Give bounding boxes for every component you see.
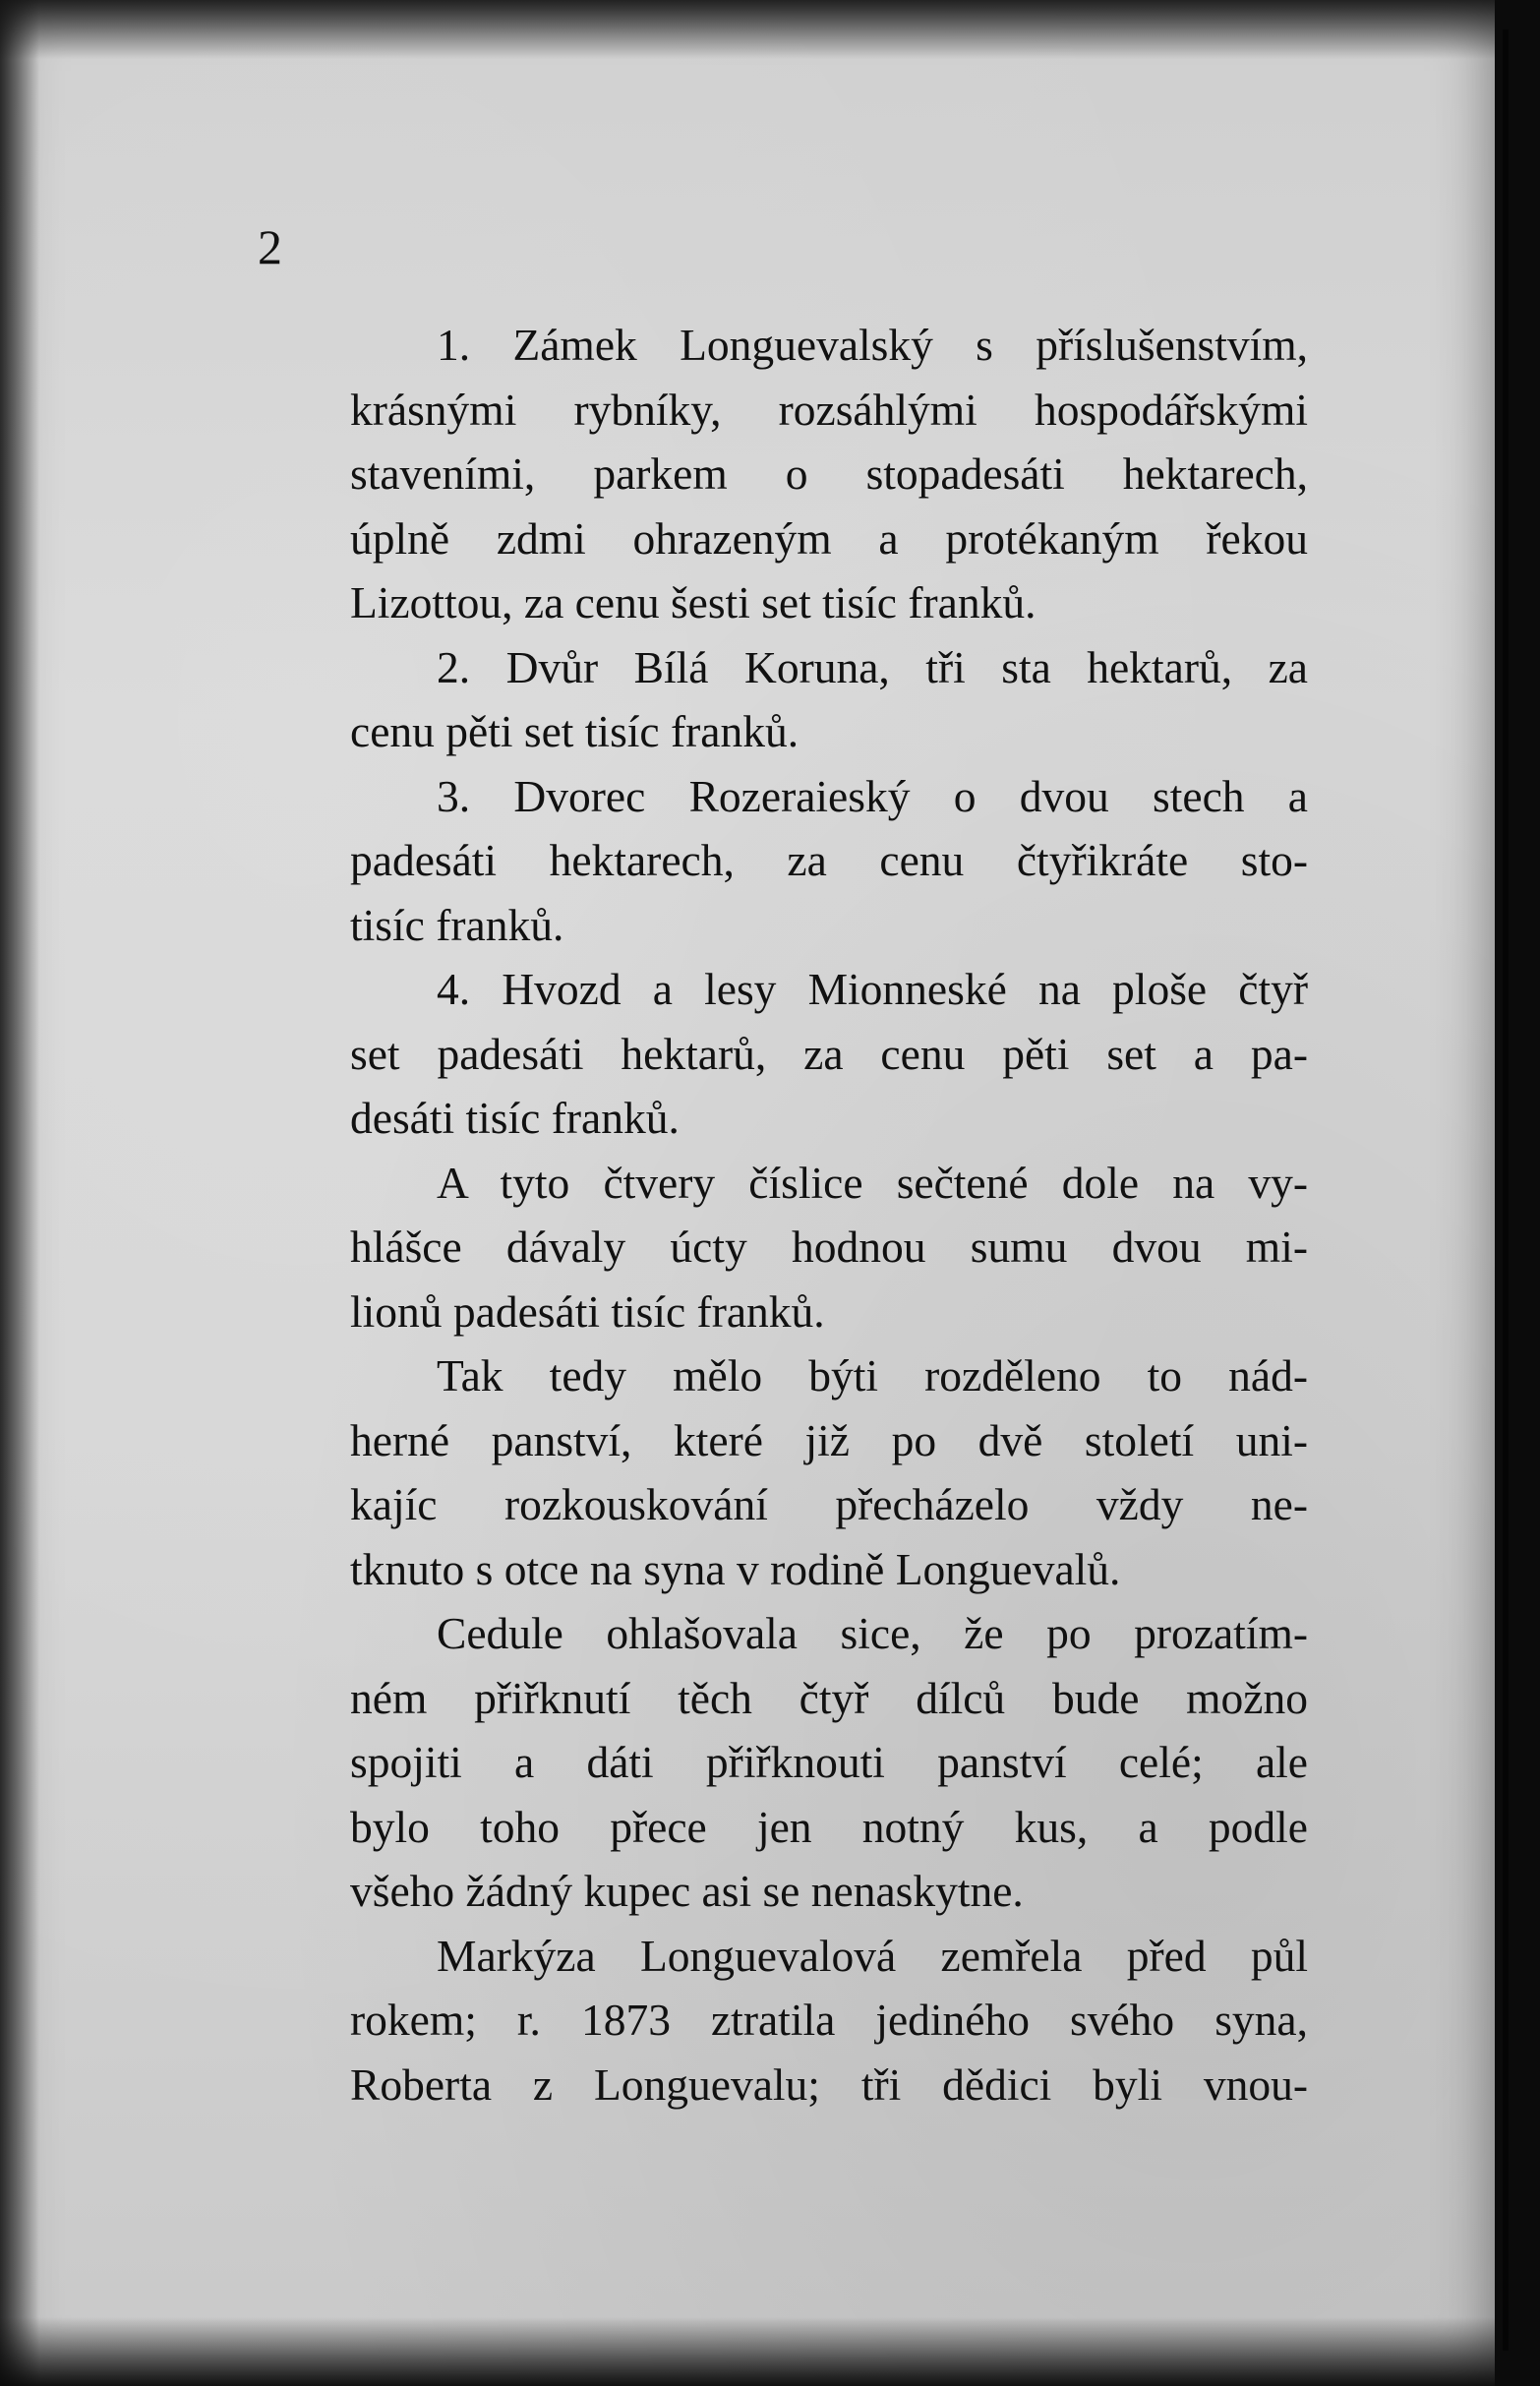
text-line: A tyto čtvery číslice sečtené dole na vy- (437, 1157, 1308, 1208)
text-line: hlášce dávaly úcty hodnou sumu dvou mi- (350, 1222, 1308, 1272)
paragraph-7 (264, 1601, 1308, 1924)
text-line: lionů padesáti tisíc franků. (350, 1285, 825, 1337)
text-line: rokem; r. 1873 ztratila jediného svého syna, (350, 1995, 1308, 2045)
text-line: všeho žádný kupec asi se nenaskytne. (350, 1866, 1024, 1916)
text-line: desáti tisíc franků. (350, 1093, 680, 1143)
text-line: spojiti a dáti přiřknouti panství celé; ale (350, 1737, 1308, 1787)
text-line: ném přiřknutí těch čtyř dílců bude možno (350, 1672, 1308, 1723)
text-line: bylo toho přece jen notný kus, a podle (350, 1801, 1308, 1852)
paragraph-2 (264, 635, 1308, 764)
text-line: Markýza Longuevalová zemřela před půl (437, 1930, 1308, 1981)
text-line: krásnými rybníky, rozsáhlými hospodářskými (350, 384, 1308, 435)
text-line: 3. Dvorec Rozeraieský o dvou stech a (437, 770, 1308, 821)
text-line: Tak tedy mělo býti rozděleno to nád- (437, 1350, 1308, 1401)
text-line: staveními, parkem o stopadesáti hektarech, (350, 448, 1308, 499)
text-line: úplně zdmi ohrazeným a protékaným řekou (350, 512, 1308, 564)
text-line: Lizottou, za cenu šesti set tisíc franků. (350, 577, 1037, 627)
text-line: 2. Dvůr Bílá Koruna, tři sta hektarů, za (437, 641, 1308, 692)
page-edge-line (1503, 30, 1509, 2351)
left-scan-shadow (0, 0, 39, 2386)
text-line: kajíc rozkouskování přecházelo vždy ne- (350, 1479, 1308, 1529)
paragraph-8 (264, 1924, 1308, 2118)
top-scan-shadow (0, 0, 1495, 59)
text-line: padesáti hektarech, za cenu čtyřikráte sto- (350, 835, 1308, 885)
paragraph-1 (264, 313, 1308, 635)
text-line: 1. Zámek Longuevalský s příslušenstvím, (437, 320, 1308, 370)
text-line: 4. Hvozd a lesy Mionneské na ploše čtyř (437, 964, 1308, 1014)
bottom-scan-shadow (0, 2317, 1495, 2386)
text-line: Roberta z Longuevalu; tři dědici byli vnou- (350, 2058, 1308, 2110)
paragraph-5 (264, 1151, 1308, 1344)
paragraph-6 (264, 1343, 1308, 1601)
text-line: tisíc franků. (350, 899, 564, 950)
text-line: set padesáti hektarů, za cenu pěti set a pa- (350, 1028, 1308, 1079)
text-line: tknuto s otce na syna v rodině Longuevalů. (350, 1543, 1121, 1594)
text-line: Cedule ohlašovala sice, že po prozatím- (437, 1608, 1308, 1658)
text-line: herné panství, které již po dvě století uni- (350, 1414, 1308, 1465)
paragraph-3 (264, 764, 1308, 958)
page-number: 2 (258, 219, 283, 274)
body-text (264, 313, 1308, 2117)
paragraph-4 (264, 957, 1308, 1151)
text-line: cenu pěti set tisíc franků. (350, 706, 800, 756)
